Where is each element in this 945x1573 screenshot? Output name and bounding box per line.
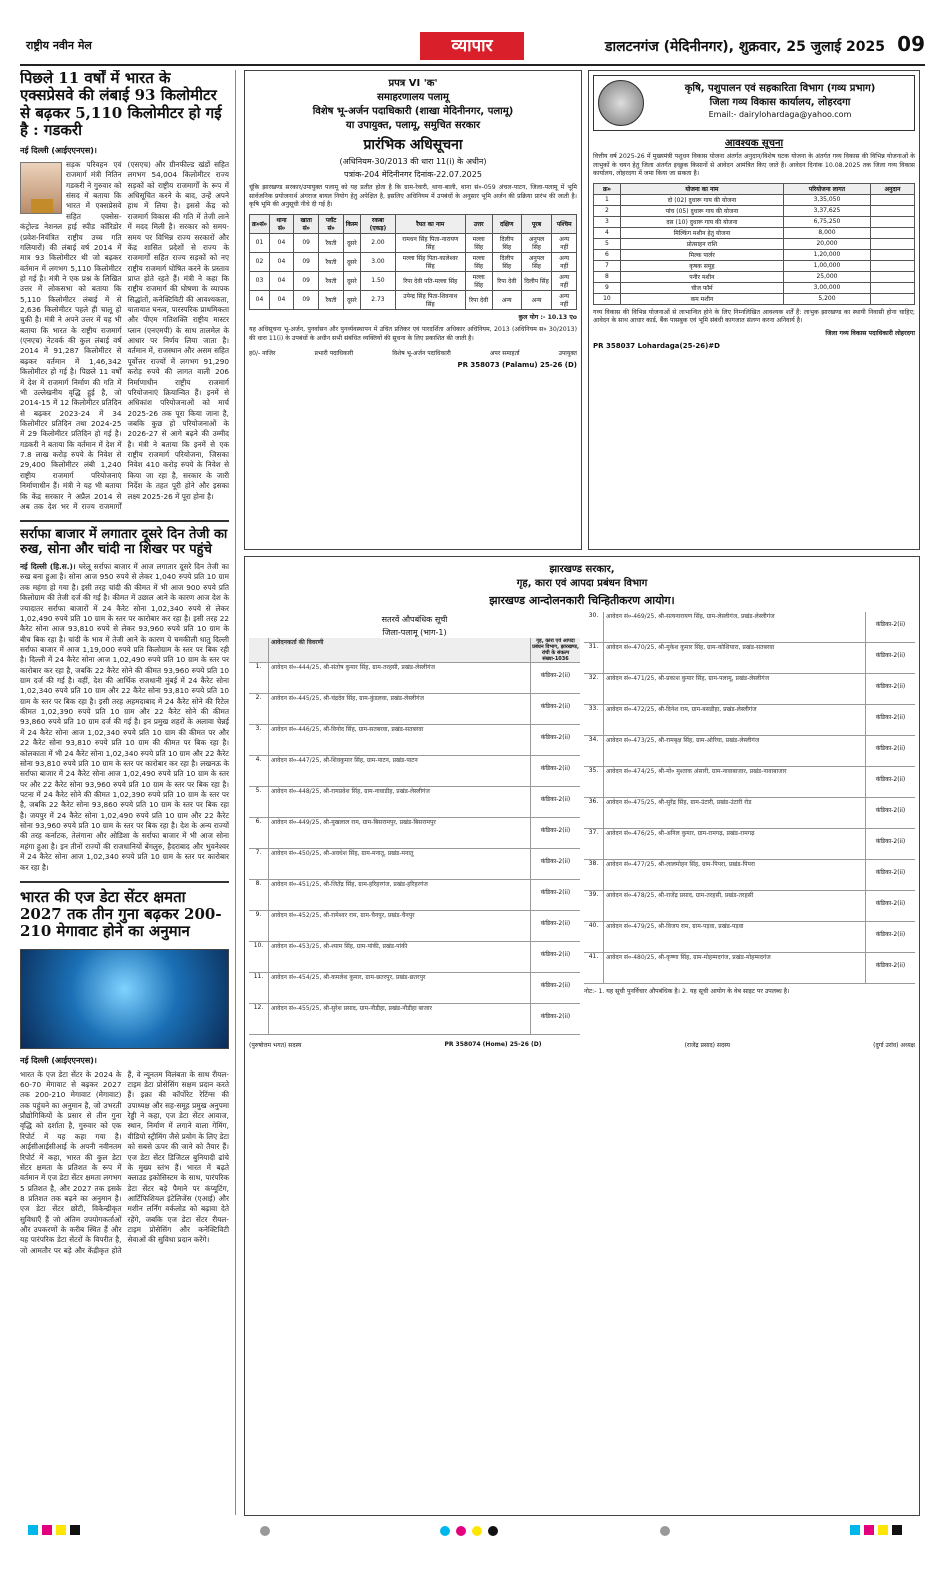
table-row bbox=[250, 271, 577, 290]
registration-dot bbox=[488, 1526, 498, 1536]
applicant-row bbox=[584, 829, 915, 860]
table-cell: 8 bbox=[594, 271, 621, 282]
applicant-details: आवेदन सं०-452/25, श्री-रामेश्वर राम, ग्राम-चैनपुर, प्रखंड-चैनपुर bbox=[271, 912, 415, 919]
table-cell: मल्ला सिंह bbox=[465, 252, 492, 271]
land-table bbox=[249, 214, 577, 310]
table-cell: 2.00 bbox=[360, 233, 395, 252]
applicant-row bbox=[249, 911, 580, 942]
registration-dot bbox=[260, 1526, 270, 1536]
table-row bbox=[594, 249, 915, 260]
applicant-row bbox=[249, 1004, 580, 1035]
news-column bbox=[20, 70, 236, 1515]
signatory: (राजेंद्र प्रसाद) सदस्य bbox=[684, 1042, 730, 1049]
table-cell: 1,00,000 bbox=[784, 260, 871, 271]
applicant-row bbox=[249, 973, 580, 1004]
table-header-cell: पश्चिम bbox=[552, 214, 577, 233]
scheme-table bbox=[593, 183, 915, 305]
resolution-clause: कंडिका-2(ii) bbox=[865, 922, 915, 952]
table-cell: चीज फॉर्म bbox=[620, 282, 783, 293]
section-label: व्यापार bbox=[420, 32, 524, 60]
table-cell: दिलीप सिंह bbox=[492, 252, 521, 271]
table-cell: उपेन्द्र सिंह पिता-शिवनाथ सिंह bbox=[396, 290, 466, 309]
registration-dot bbox=[440, 1526, 450, 1536]
table-cell bbox=[870, 249, 914, 260]
table-cell: 8,000 bbox=[784, 227, 871, 238]
resolution-clause: कंडिका-2(ii) bbox=[530, 849, 580, 879]
applicant-row bbox=[584, 953, 915, 984]
table-cell: 04 bbox=[269, 252, 293, 271]
table-header-cell: रकबा (एकड़) bbox=[360, 214, 395, 233]
table-header-cell: पूरब bbox=[521, 214, 552, 233]
applicant-details: आवेदन सं०-473/25, श्री-रामबृक्ष सिंह, ग्राम-ओरिया, प्रखंड-लेस्लीगंज bbox=[606, 737, 760, 744]
table-cell bbox=[870, 282, 914, 293]
resolution-clause: कंडिका-2(ii) bbox=[530, 694, 580, 724]
story-headline: भारत की एज डेटा सेंटर क्षमता 2027 तक तीन गुना बढ़कर 200-210 मेगावाट होने का अनुमान bbox=[20, 881, 229, 941]
table-cell bbox=[870, 205, 914, 216]
table-cell: 09 bbox=[294, 271, 319, 290]
applicant-details: आवेदन सं०-450/25, श्री-अवधेश सिंह, ग्राम-मनातू, प्रखंड-मनातू bbox=[271, 850, 414, 857]
notice-body: वित्तीय वर्ष 2025-26 में मुख्यमंत्री पशुधन विकास योजना अंतर्गत अनुदान/विशेष घटक योजना के अंतर्गत गव्य विकास की विभिन्न योजनाओं के लाभुकों के चयन हेतु जिला अंतर्गत इच्छुक किसानों से आवेदन आमंत्रित किए जाते हैं। आवेदन दिनांक 10.08.2025 तक जिला गव्य विकास कार्यालय, लोहरदगा में जमा किया जा सकता है। bbox=[593, 153, 915, 178]
table-cell: 09 bbox=[294, 290, 319, 309]
table-header-cell: किस्म bbox=[343, 214, 360, 233]
table-row bbox=[250, 252, 577, 271]
serial-number: 2. bbox=[249, 694, 269, 724]
office-name: जिला गव्य विकास कार्यालय, लोहरदगा bbox=[709, 97, 851, 108]
serial-number: 10. bbox=[249, 942, 269, 972]
applicant-details: आवेदन सं०-469/25, श्री-सत्यनारायण सिंह, ग्राम-लेस्लीगंज, प्रखंड-लेस्लीगंज bbox=[606, 613, 775, 620]
table-row bbox=[594, 293, 915, 304]
table-cell: पांच (05) दुधारू गाय की योजना bbox=[620, 205, 783, 216]
serial-number: 37. bbox=[584, 829, 604, 859]
applicant-row bbox=[584, 767, 915, 798]
applicant-row bbox=[584, 891, 915, 922]
table-row bbox=[250, 233, 577, 252]
magenta-swatch bbox=[864, 1525, 874, 1535]
commission-name: झारखण्ड आन्दोलनकारी चिन्हितीकरण आयोग। bbox=[489, 594, 675, 607]
table-cell: पनीर मशीन bbox=[620, 271, 783, 282]
notice-issuer: या उपायुक्त, पलामू, समुचित सरकार bbox=[345, 120, 481, 131]
table-cell bbox=[870, 227, 914, 238]
applicant-row bbox=[584, 922, 915, 953]
serial-number: 7. bbox=[249, 849, 269, 879]
black-swatch bbox=[892, 1525, 902, 1535]
serial-number: 36. bbox=[584, 798, 604, 828]
story-body: सड़क परिवहन एवं राजमार्ग मंत्री नितिन गडकरी ने गुरुवार को संसद में बताया कि भारत में एक्सप्रेसवे सहित एक्सेस-कंट्रोल्ड नेशनल हाई स्पीड कॉरिडोर (प्रवेश-नियंत्रित राष्ट्रीय उच्च गति गलियारों) की लंबाई वर्ष 2014 में मात्र 93 किलोमीटर थी जो बढ़कर वर्तमान में लगभग 5,110 किलोमीटर हो गई है। मंत्री ने एक प्रश्न के लिखित उत्तर में लोकसभा को बताया कि 5,110 किलोमीटर लंबाई में से 2,636 किलोमीटर पहले ही चालू हो चुकी है। मंत्री ने अपने उत्तर में यह भी बताया कि भारत के राष्ट्रीय राजमार्ग (एनएच) नेटवर्क की कुल लंबाई वर्ष 2014 में 91,287 किलोमीटर से बढ़कर वर्तमान में 1,46,342 किलोमीटर हो गई है। पिछले 11 वर्षों में देश में राजमार्ग निर्माण की गति में भी उल्लेखनीय वृद्धि हुई है, जो 2014-15 में 12 किलोमीटर प्रतिदिन से बढ़कर 2023-24 में 34 किलोमीटर प्रतिदिन तथा 2024-25 में 29 किलोमीटर प्रतिदिन हो गई है। गडकरी ने बताया कि वर्तमान में देश में 7.8 लाख करोड़ रुपये के निवेश से 29,400 किलोमीटर लंबी 1,240 राष्ट्रीय राजमार्ग परियोजनाएं निर्माणाधीन हैं। मंत्री ने यह भी बताया कि केंद्र सरकार ने अप्रैल 2014 से अब तक देश भर में राज्य राजमार्गों (एसएच) और ग्रीनफील्ड खंडों सहित लगभग 54,004 किलोमीटर राज्य सड़कों को राष्ट्रीय राजमार्गों के रूप में अधिसूचित करने के बाद, उन्हें अपने हाथ में लिया है। इससे केंद्र को राजमार्ग विकास की गति में तेजी लाने में मदद मिली है। सरकार को समय-समय पर विभिन्न राज्य सरकारों और केंद्र शासित प्रदेशों से राज्य के राजमार्गों सहित राज्य सड़कों को नए राष्ट्रीय राजमार्ग घोषित करने के प्रस्ताव प्राप्त होते रहते हैं। मंत्री ने कहा कि राष्ट्रीय राजमार्ग की घोषणा के व्यापक सिद्धांतों, कनेक्टिविटी की आवश्यकता, यातायात घनत्व, पारस्परिक प्राथमिकता और पीएम गतिशक्ति राष्ट्रीय मास्टर प्लान (एनएमपी) के साथ तालमेल के आधार पर निर्णय लिया जाता है। वर्तमान में, राजस्थान और असम सहित पूर्वोत्तर राज्यों में लगभग 91,290 करोड़ रुपये की लागत वाली 206 निर्माणाधीन राष्ट्रीय राजमार्ग परियोजनाएं क्रियान्वित हैं। इनमें से अधिकांश परियोजनाओं को मार्च 2025-26 तक पूरा किया जाना है, जबकि कुछ हो परियोजनाओं के 2026-27 से आगे बढ़ने की उम्मीद है। मंत्री ने बताया कि इनमें से एक राष्ट्रीय राजमार्ग परियोजना, जिसका निवेश 410 करोड़ रुपये के निवेश से किया जा रहा है, सरकार के जारी निर्देश के तहत पूरी होने और इसका लक्ष्य 2025-26 में पूरा होना है। bbox=[20, 160, 229, 511]
magenta-swatch bbox=[42, 1525, 52, 1535]
table-cell: दूसरे bbox=[343, 271, 360, 290]
notice-act: (अधिनियम-30/2013 की धारा 11(i) के अधीन) bbox=[339, 157, 487, 166]
data-center-image bbox=[20, 949, 229, 1049]
serial-number: 34. bbox=[584, 736, 604, 766]
table-cell bbox=[870, 271, 914, 282]
color-registration-bar bbox=[850, 1525, 902, 1535]
table-cell: 02 bbox=[250, 252, 270, 271]
applicant-details: आवेदन सं०-476/25, श्री-अनिल कुमार, ग्राम-रामगढ़, प्रखंड-रामगढ़ bbox=[606, 830, 755, 837]
table-row bbox=[250, 290, 577, 309]
story-body: नई दिल्ली (हि.स.)। घरेलू सर्राफा बाजार में आज लगातार दूसरे दिन तेजी का रुख बना हुआ है। सोना आज 950 रुपये से लेकर 1,040 रुपये प्रति 10 ग्राम तक महंगा हो गया है। इसी तरह चांदी की कीमत में भी आज 900 रुपये प्रति किलोग्राम की तेजी दर्ज की गई है। कीमत में उछाल आने के कारण आज देश के ज्यादातर सर्राफा बाजारों में 24 कैरेट सोना 1,02,340 रुपये से लेकर 1,02,490 रुपये प्रति 10 ग्राम के स्तर पर कारोबार कर रहा है। इसी तरह 22 कैरेट सोना आज 93,810 रुपये से लेकर 93,960 रुपये प्रति 10 ग्राम के बीच बिक रहा है। चांदी के भाव में तेजी आने के कारण ये चमकीली धातु दिल्ली सर्राफा बाजार में आज 1,19,000 रुपये प्रति किलोग्राम के स्तर पर बिक रही है। दिल्ली में 24 कैरेट सोना आज 1,02,490 रुपये प्रति 10 ग्राम के स्तर पर कारोबार कर रहा है, जबकि 22 कैरेट सोने की कीमत 93,960 रुपये प्रति 10 ग्राम दर्ज की गई है। वहीं, देश की आर्थिक राजधानी मुंबई में 24 कैरेट सोना 1,02,340 रुपये प्रति 10 ग्राम और 22 कैरेट सोना 93,810 रुपये प्रति 10 ग्राम के स्तर पर बिक रहा है। इसी तरह अहमदाबाद में 24 कैरेट सोने की रिटेल कीमत 1,02,390 रुपये प्रति 10 ग्राम और 22 कैरेट सोने की कीमत 93,860 रुपये प्रति 10 ग्राम दर्ज की गई है। इन प्रमुख शहरों के अलावा चेन्नई में 24 कैरेट सोना आज 1,02,340 रुपये प्रति 10 ग्राम की कीमत पर और 22 कैरेट सोना 93,810 रुपये प्रति 10 ग्राम की कीमत पर बिक रहा है। कोलकाता में भी 24 कैरेट सोना 1,02,340 रुपये प्रति 10 ग्राम और 22 कैरेट सोना 93,810 रुपये प्रति 10 ग्राम के स्तर पर कारोबार कर रहा है। लखनऊ के सर्राफा बाजार में 24 कैरेट सोना आज 1,02,490 रुपये प्रति 10 ग्राम के स्तर पर और 22 कैरेट सोना 93,960 रुपये प्रति 10 ग्राम के स्तर पर बिक रहा है। पटना में 24 कैरेट सोने की कीमत 1,02,390 रुपये प्रति 10 ग्राम के स्तर पर है, जबकि 22 कैरेट सोना 93,860 रुपये प्रति 10 ग्राम के स्तर पर बिक रहा है। जयपुर में 24 कैरेट सोना 1,02,490 रुपये प्रति 10 ग्राम और 22 कैरेट सोना 93,960 रुपये प्रति 10 ग्राम के स्तर पर बिक रहा है। देश के अन्य राज्यों की तरह कर्नाटक, तेलंगाना और ओडिशा के सर्राफा बाजार में भी आज सोना महंगा हुआ है। इन तीनों राज्यों की राजधानियों बेंगलुरु, हैदराबाद और भुवनेश्वर में 24 कैरेट सोना आज 1,02,340 रुपये प्रति 10 ग्राम के स्तर पर कारोबार कर रहा है। bbox=[20, 562, 229, 872]
yellow-swatch bbox=[56, 1525, 66, 1535]
story-dateline: नई दिल्ली (हि.स.)। bbox=[20, 562, 76, 572]
resolution-clause: कंडिका-2(ii) bbox=[865, 798, 915, 828]
resolution-clause: कंडिका-2(ii) bbox=[865, 612, 915, 642]
lohardaga-dairy-notice bbox=[588, 70, 920, 550]
table-cell: रैयती bbox=[319, 271, 343, 290]
signatory: प्रभारी पदाधिकारी bbox=[314, 350, 354, 358]
table-cell: 6,75,250 bbox=[784, 216, 871, 227]
black-swatch bbox=[70, 1525, 80, 1535]
table-cell: 25,000 bbox=[784, 271, 871, 282]
table-cell: अन्य नहीं bbox=[552, 233, 577, 252]
table-cell: मल्ला सिंह bbox=[465, 271, 492, 290]
applicant-details: आवेदन सं०-475/25, श्री-सुरेंद्र सिंह, ग्राम-उंटारी, प्रखंड-उंटारी रोड bbox=[606, 799, 752, 806]
applicant-details: आवेदन सं०-455/25, श्री-सुरेश प्रसाद, ग्राम-नौडीहा, प्रखंड-नौडीहा बाजार bbox=[271, 1005, 432, 1012]
story-headline: सर्राफा बाजार में लगातार दूसरे दिन तेजी का रुख, सोना और चांदी ना शिखर पर पहुंचे bbox=[20, 520, 229, 558]
applicant-details: आवेदन सं०-477/25, श्री-लालमोहन सिंह, ग्राम-पिपरा, प्रखंड-पिपरा bbox=[606, 861, 755, 868]
table-cell: 1,20,000 bbox=[784, 249, 871, 260]
story-dateline: नई दिल्ली (आईएएनएस)। bbox=[20, 146, 97, 155]
table-cell: दूसरे bbox=[343, 233, 360, 252]
notice-total: कुल योग :- 10.13 एo bbox=[518, 313, 577, 321]
resolution-clause: कंडिका-2(ii) bbox=[530, 1004, 580, 1034]
table-header-cell: परियोजना लागत bbox=[784, 183, 871, 194]
table-cell: 6 bbox=[594, 249, 621, 260]
table-cell bbox=[870, 293, 914, 304]
notice-office: समाहरणालय पलामू bbox=[377, 92, 449, 103]
yellow-swatch bbox=[878, 1525, 888, 1535]
applicant-row bbox=[249, 756, 580, 787]
table-cell bbox=[870, 260, 914, 271]
table-row bbox=[594, 271, 915, 282]
applicant-row bbox=[249, 942, 580, 973]
table-cell: 04 bbox=[269, 290, 293, 309]
applicant-details: आवेदन सं०-480/25, श्री-कृष्णा सिंह, ग्राम-मोहम्मदगंज, प्रखंड-मोहम्मदगंज bbox=[606, 954, 771, 961]
applicant-details: आवेदन सं०-454/25, श्री-कमलेश कुमार, ग्राम-छतरपुर, प्रखंड-छतरपुर bbox=[271, 974, 426, 981]
table-header-cell: क्र० bbox=[594, 183, 621, 194]
registration-dot bbox=[472, 1526, 482, 1536]
cyan-swatch bbox=[850, 1525, 860, 1535]
gadkari-portrait bbox=[20, 162, 62, 214]
applicant-row bbox=[249, 663, 580, 694]
applicant-details: आवेदन सं०-478/25, श्री-राजेंद्र प्रसाद, ग्राम-तरहसी, प्रखंड-तरहसी bbox=[606, 892, 754, 899]
serial-number: 12. bbox=[249, 1004, 269, 1034]
signatory: उपायुक्त bbox=[558, 350, 577, 358]
story-body: भारत के एज डेटा सेंटर के 2024 के 60-70 मेगावाट से बढ़कर 2027 तक 200-210 मेगावाट (मेगावाट) तक पहुंचने का अनुमान है, जो उभरती प्रौद्योगिकियों के प्रसार से तीन गुना वृद्धि को दर्शाता है, गुरुवार को एक रिपोर्ट में यह कहा गया है। आईसीआईसीआई के अपनी नवीनतम रिपोर्ट में कहा, भारत की कुल डेटा सेंटर क्षमता के प्रतिशत के रूप में वर्तमान में एज डेटा सेंटर क्षमता लगभग 5 प्रतिशत है, और 2027 तक इसके 8 प्रतिशत तक बढ़ने का अनुमान है। एज डेटा सेंटर छोटी, विकेन्द्रीकृत सुविधाएँ हैं जो अंतिम उपयोगकर्ताओं और उपकरणों के करीब स्थित हैं और यह पारंपरिक डेटा सेंटरों के विपरीत है, जो आमतौर पर बड़े और केंद्रीकृत होते हैं, वे न्यूनतम विलंबता के साथ रीयल-टाइम डेटा प्रोसेसिंग सक्षम प्रदान करते हैं। इक्रा की कॉर्पोरेट रेटिंग्स की उपाध्यक्ष और सह-समूह प्रमुख अनुपमा रेड्डी ने कहा, एज डेटा सेंटर आवाज, स्थान, निर्माण में लगाने वाला गेमिंग, वीडियो स्ट्रीमिंग जैसे प्रयोग के लिए डेटा को सबसे ऊपर की जाने को तैयार हैं। एज डेटा सेंटर डिजिटल बुनियादी ढांचे के मुख्य स्तंभ हैं। भारत में बढ़ते क्लाउड इकोसिस्टम के साथ, पारंपरिक डेटा सेंटर बड़े पैमाने पर कंप्यूटिंग, आर्टिफिशियल इंटेलिजेंस (एआई) और मशीन लर्निंग वर्कलोड को बढ़ावा देते रहेंगे, जबकि एज डेटा सेंटर रीयल-टाइम प्रोसेसिंग और कनेक्टिविटी सेवाओं की सुविधा प्रदान करेंगे। bbox=[20, 1069, 229, 1255]
applicant-row bbox=[249, 849, 580, 880]
jharkhand-commission-notice bbox=[244, 556, 920, 1516]
dept-name: गृह, कारा एवं आपदा प्रबंधन विभाग bbox=[516, 578, 648, 589]
notice-footer: जिला गव्य विकास पदाधिकारी लोहरदगा bbox=[825, 329, 915, 337]
applicant-row bbox=[584, 798, 915, 829]
table-cell: कृषक समूह bbox=[620, 260, 783, 271]
registration-dot bbox=[660, 1526, 670, 1536]
applicant-list-left bbox=[249, 612, 580, 1035]
state-emblem-icon bbox=[598, 80, 644, 126]
serial-number: 38. bbox=[584, 860, 604, 890]
signatories bbox=[249, 349, 577, 357]
palamu-land-notice bbox=[244, 70, 582, 550]
table-header-cell: उत्तर bbox=[465, 214, 492, 233]
resolution-clause: कंडिका-2(ii) bbox=[530, 880, 580, 910]
table-cell: 2 bbox=[594, 205, 621, 216]
table-cell: दिलीप सिंह bbox=[492, 233, 521, 252]
table-cell: मिल्क पार्लर bbox=[620, 249, 783, 260]
story-dateline: नई दिल्ली (आईएएनएस)। bbox=[20, 1055, 97, 1065]
table-cell: अन्य नहीं bbox=[552, 252, 577, 271]
notice-ref: पत्रांक-204 मेदिनीनगर दिनांक-22.07.2025 bbox=[344, 170, 482, 179]
resolution-clause: कंडिका-2(ii) bbox=[530, 663, 580, 693]
resolution-clause: कंडिका-2(ii) bbox=[530, 756, 580, 786]
table-cell: 03 bbox=[250, 271, 270, 290]
notes: नोट:- 1. यह सूची पुनर्विचार औपबंधिक है। 2. यह सूची आयोग के वेब साइट पर उपलब्ध है। bbox=[584, 988, 790, 995]
cyan-swatch bbox=[28, 1525, 38, 1535]
serial-number: 11. bbox=[249, 973, 269, 1003]
applicant-details: आवेदन सं०-474/25, श्री-मो० मुश्ताक अंसारी, ग्राम-नावाबाजार, प्रखंड-नावाबाजार bbox=[606, 768, 787, 775]
resolution-clause: कंडिका-2(ii) bbox=[530, 911, 580, 941]
table-cell: दूसरे bbox=[343, 290, 360, 309]
dept-name: कृषि, पशुपालन एवं सहकारिता विभाग (गव्य प्रभाग) bbox=[684, 83, 876, 94]
table-cell: मल्ला सिंह bbox=[465, 233, 492, 252]
table-row bbox=[594, 216, 915, 227]
table-header-cell: क्र०सं० bbox=[250, 214, 270, 233]
serial-number: 41. bbox=[584, 953, 604, 983]
table-row bbox=[594, 260, 915, 271]
notice-conditions: गव्य विकास की विभिन्न योजनाओं से लाभान्वित होने के लिए निम्नलिखित आवश्यक शर्तें हैं: लाभुक झारखण्ड का स्थायी निवासी होना चाहिए; आवेदन के साथ आधार कार्ड, बैंक पासबुक एवं भूमि संबंधी कागजात संलग्न करना अनिवार्य है। bbox=[593, 308, 915, 325]
applicant-details: आवेदन सं०-445/25, श्री-चंद्रदेव सिंह, ग्राम-कुंडलवा, प्रखंड-लेस्लीगंज bbox=[271, 695, 424, 702]
serial-number: 4. bbox=[249, 756, 269, 786]
table-cell: 3,35,050 bbox=[784, 194, 871, 205]
masthead bbox=[20, 30, 925, 66]
serial-number: 30. bbox=[584, 612, 604, 642]
notice-title: प्रारंभिक अधिसूचना bbox=[363, 137, 463, 153]
serial-number: 39. bbox=[584, 891, 604, 921]
newspaper-logo: राष्ट्रीय नवीन मेल bbox=[26, 39, 92, 52]
table-cell: 1 bbox=[594, 194, 621, 205]
table-header-cell: खाता सं० bbox=[294, 214, 319, 233]
applicant-details: आवेदन सं०-472/25, श्री-दिनेश राम, ग्राम-बसडीहा, प्रखंड-लेस्लीगंज bbox=[606, 706, 757, 713]
serial-number: 8. bbox=[249, 880, 269, 910]
list-subtitle: जिला-पलामू (भाग-1) bbox=[382, 628, 447, 637]
applicant-row bbox=[584, 736, 915, 767]
serial-number: 35. bbox=[584, 767, 604, 797]
notice-title: आवश्यक सूचना bbox=[724, 138, 784, 149]
applicant-row bbox=[249, 694, 580, 725]
applicant-lists bbox=[249, 612, 915, 1035]
resolution-clause: कंडिका-2(ii) bbox=[865, 891, 915, 921]
table-cell: 01 bbox=[250, 233, 270, 252]
applicant-details: आवेदन सं०-446/25, श्री-विनोद सिंह, ग्राम-सतबरवा, प्रखंड-सतबरवा bbox=[271, 726, 424, 733]
table-cell: दूसरे bbox=[343, 252, 360, 271]
table-cell: 1.50 bbox=[360, 271, 395, 290]
table-header-cell: योजना का नाम bbox=[620, 183, 783, 194]
resolution-clause: कंडिका-2(ii) bbox=[865, 736, 915, 766]
applicant-row bbox=[249, 787, 580, 818]
table-cell: अनुपल सिंह bbox=[521, 252, 552, 271]
applicant-details: आवेदन सं०-479/25, श्री-विजय राम, ग्राम-पड़वा, प्रखंड-पड़वा bbox=[606, 923, 744, 930]
applicant-details: आवेदन सं०-448/25, श्री-रामप्रवेश सिंह, ग्राम-नावाडीह, प्रखंड-लेस्लीगंज bbox=[271, 788, 430, 795]
resolution-clause: कंडिका-2(ii) bbox=[865, 705, 915, 735]
resolution-clause: कंडिका-2(ii) bbox=[865, 767, 915, 797]
table-cell bbox=[870, 216, 914, 227]
dept-header bbox=[593, 75, 915, 131]
table-row bbox=[594, 227, 915, 238]
table-row bbox=[594, 282, 915, 293]
table-header-cell: अनुदान bbox=[870, 183, 914, 194]
pr-number: PR 358037 Lohardaga(25-26)#D bbox=[593, 342, 720, 351]
serial-number: 3. bbox=[249, 725, 269, 755]
resolution-clause: कंडिका-2(ii) bbox=[530, 818, 580, 848]
table-cell: 09 bbox=[294, 252, 319, 271]
table-cell: रिपा देवी पति-मल्ला सिंह bbox=[396, 271, 466, 290]
applicant-row bbox=[584, 612, 915, 643]
notice-body: चूंकि झारखण्ड सरकार/उपायुक्त पलामू को यह प्रतीत होता है कि ग्राम-रेवारी, थाना-बाली, थाना सं०-059 अंचल-पाटन, जिला-पलामू में भूमि सार्वजनिक प्रयोजनार्थ अंगराज बायल नियोग हेतु अपेक्षित है, इसलिए अधिनियम में उपबंधों के अनुसार भूमि अर्जन की प्रक्रिया प्रारंभ की जाती है। कृषि भूमि की अनुसूची नीचे दी गई है। bbox=[249, 184, 577, 209]
table-row bbox=[594, 205, 915, 216]
serial-number: 31. bbox=[584, 643, 604, 673]
table-cell: 3 bbox=[594, 216, 621, 227]
table-cell bbox=[870, 238, 914, 249]
table-cell: कम मशीन bbox=[620, 293, 783, 304]
table-header-cell: दक्षिण bbox=[492, 214, 521, 233]
list-title: सतरवें औपबंधिक सूची bbox=[381, 615, 448, 624]
table-header-cell: प्लॉट सं० bbox=[319, 214, 343, 233]
table-cell: अन्य नहीं bbox=[552, 271, 577, 290]
resolution-clause: कंडिका-2(ii) bbox=[865, 860, 915, 890]
applicant-row bbox=[584, 860, 915, 891]
resolution-clause: कंडिका-2(ii) bbox=[530, 787, 580, 817]
table-row bbox=[594, 194, 915, 205]
table-cell: रिपा देवी bbox=[492, 271, 521, 290]
table-cell: मिल्किंग मशीन हेतु योजना bbox=[620, 227, 783, 238]
signatory: (पुरुषोत्तम भगत) सदस्य bbox=[249, 1042, 302, 1049]
applicant-row bbox=[249, 818, 580, 849]
signatory: अपर समाहर्ता bbox=[489, 350, 520, 358]
signatory: ह0/- नाजिर bbox=[249, 350, 276, 358]
applicant-row bbox=[584, 705, 915, 736]
signatory: विशेष भू-अर्जन पदाधिकारी bbox=[392, 350, 451, 358]
table-cell: 20,000 bbox=[784, 238, 871, 249]
table-cell: 3,37,625 bbox=[784, 205, 871, 216]
color-registration-bar bbox=[28, 1525, 80, 1535]
table-cell: अन्य नहीं bbox=[552, 290, 577, 309]
table-cell: 5,200 bbox=[784, 293, 871, 304]
applicant-row bbox=[584, 643, 915, 674]
gov-name: झारखण्ड सरकार, bbox=[549, 564, 615, 575]
table-cell: 3.00 bbox=[360, 252, 395, 271]
notice-officer: विशेष भू-अर्जन पदाधिकारी (शाखा मेदिनीनगर, पलामू) bbox=[312, 106, 514, 117]
pr-number: PR 358073 (Palamu) 25-26 (D) bbox=[457, 361, 577, 370]
list-header: आवेदनकर्ता की विवरणी गृह, कारा एवं आपदा प्रबंधन विभाग, झारखण्ड, रांची के संकल्प संख्या-1036 bbox=[249, 638, 580, 663]
serial-number: 5. bbox=[249, 787, 269, 817]
applicant-row bbox=[249, 880, 580, 911]
serial-number: 1. bbox=[249, 663, 269, 693]
page-number: 09 bbox=[897, 32, 925, 56]
table-cell: अन्य bbox=[492, 290, 521, 309]
applicant-details: आवेदन सं०-453/25, श्री-श्याम सिंह, ग्राम-पांकी, प्रखंड-पांकी bbox=[271, 943, 408, 950]
table-cell: रैयती bbox=[319, 290, 343, 309]
table-cell bbox=[870, 194, 914, 205]
table-cell: रैयती bbox=[319, 233, 343, 252]
applicant-details: आवेदन सं०-444/25, श्री-संतोष कुमार सिंह, ग्राम-तरहसी, प्रखंड-लेस्लीगंज bbox=[271, 664, 435, 671]
table-cell: मल्ला सिंह पिता-कालेश्वर सिंह bbox=[396, 252, 466, 271]
applicant-list-right bbox=[584, 612, 915, 1035]
applicant-details: आवेदन सं०-447/25, श्री-शिवकुमार सिंह, ग्राम-पाटन, प्रखंड-पाटन bbox=[271, 757, 418, 764]
applicant-row bbox=[584, 674, 915, 705]
table-cell: रैयती bbox=[319, 252, 343, 271]
table-cell: 7 bbox=[594, 260, 621, 271]
table-cell: अन्य bbox=[521, 290, 552, 309]
table-cell: प्रोत्साहन राशि bbox=[620, 238, 783, 249]
resolution-clause: कंडिका-2(ii) bbox=[865, 953, 915, 983]
office-email: Email:- dairylohardaga@yahoo.com bbox=[708, 110, 852, 119]
serial-number: 32. bbox=[584, 674, 604, 704]
resolution-clause: कंडिका-2(ii) bbox=[530, 973, 580, 1003]
resolution-clause: कंडिका-2(ii) bbox=[865, 674, 915, 704]
signatories bbox=[249, 1041, 915, 1049]
table-cell: 5 bbox=[594, 238, 621, 249]
table-cell: 04 bbox=[250, 290, 270, 309]
table-cell: 4 bbox=[594, 227, 621, 238]
serial-number: 33. bbox=[584, 705, 604, 735]
table-cell: रामधन सिंह पिता-नारायण सिंह bbox=[396, 233, 466, 252]
table-cell: रिपा देवी bbox=[465, 290, 492, 309]
table-cell: 9 bbox=[594, 282, 621, 293]
table-cell: दस (10) दुधारू गाय की योजना bbox=[620, 216, 783, 227]
applicant-details: आवेदन सं०-470/25, श्री-मुकेश कुमार सिंह, ग्राम-कोशियारा, प्रखंड-सतबरवा bbox=[606, 644, 775, 651]
table-cell: 10 bbox=[594, 293, 621, 304]
notice-form: प्रपत्र VI 'क' bbox=[388, 78, 438, 89]
serial-number: 40. bbox=[584, 922, 604, 952]
table-cell: 04 bbox=[269, 271, 293, 290]
table-header-cell: थाना सं० bbox=[269, 214, 293, 233]
signatory: (दुर्गा उरांव) अध्यक्ष bbox=[873, 1042, 915, 1049]
table-cell: 04 bbox=[269, 233, 293, 252]
applicant-details: आवेदन सं०-449/25, श्री-मुखलाल राम, ग्राम-बिसरामपुर, प्रखंड-बिसरामपुर bbox=[271, 819, 436, 826]
applicant-details: आवेदन सं०-451/25, श्री-जितेंद्र सिंह, ग्राम-हरिहरगंज, प्रखंड-हरिहरगंज bbox=[271, 881, 428, 888]
resolution-clause: कंडिका-2(ii) bbox=[530, 725, 580, 755]
table-cell: 2.73 bbox=[360, 290, 395, 309]
pr-number: PR 358074 (Home) 25-26 (D) bbox=[444, 1041, 542, 1048]
table-cell: दो (02) दुधारू गाय की योजना bbox=[620, 194, 783, 205]
table-cell: 09 bbox=[294, 233, 319, 252]
resolution-clause: कंडिका-2(ii) bbox=[865, 829, 915, 859]
table-cell: 3,00,000 bbox=[784, 282, 871, 293]
story-headline: पिछले 11 वर्षों में भारत के एक्सप्रेसवे की लंबाई 93 किलोमीटर से बढ़कर 5,110 किलोमीटर हो गई है : गडकरी bbox=[20, 70, 222, 139]
notice-footer: यह अधिसूचना भू-अर्जन, पुनर्वासन और पुनर्व्यवस्थापन में उचित प्रतिकर एवं पारदर्शिता अधिकार अधिनियम, 2013 (अधिनियम स० 30/2013) की धारा 11(i) के उपबंधों के अधीन सभी संबंधित व्यक्तियों की सूचना के लिए प्रकाशित की जाती है। bbox=[249, 326, 577, 342]
serial-number: 6. bbox=[249, 818, 269, 848]
table-cell: अनुपल सिंह bbox=[521, 233, 552, 252]
table-header-cell: रैयत का नाम bbox=[396, 214, 466, 233]
resolution-clause: कंडिका-2(ii) bbox=[865, 643, 915, 673]
table-row bbox=[594, 238, 915, 249]
table-cell: दिलीप सिंह bbox=[521, 271, 552, 290]
resolution-clause: कंडिका-2(ii) bbox=[530, 942, 580, 972]
applicant-row bbox=[249, 725, 580, 756]
serial-number: 9. bbox=[249, 911, 269, 941]
applicant-details: आवेदन सं०-471/25, श्री-प्रकाश कुमार सिंह, ग्राम-पलामू, प्रखंड-लेस्लीगंज bbox=[606, 675, 770, 682]
registration-dot bbox=[456, 1526, 466, 1536]
dateline: डालटनगंज (मेदिनीनगर), शुक्रवार, 25 जुलाई 2025 bbox=[605, 39, 885, 55]
